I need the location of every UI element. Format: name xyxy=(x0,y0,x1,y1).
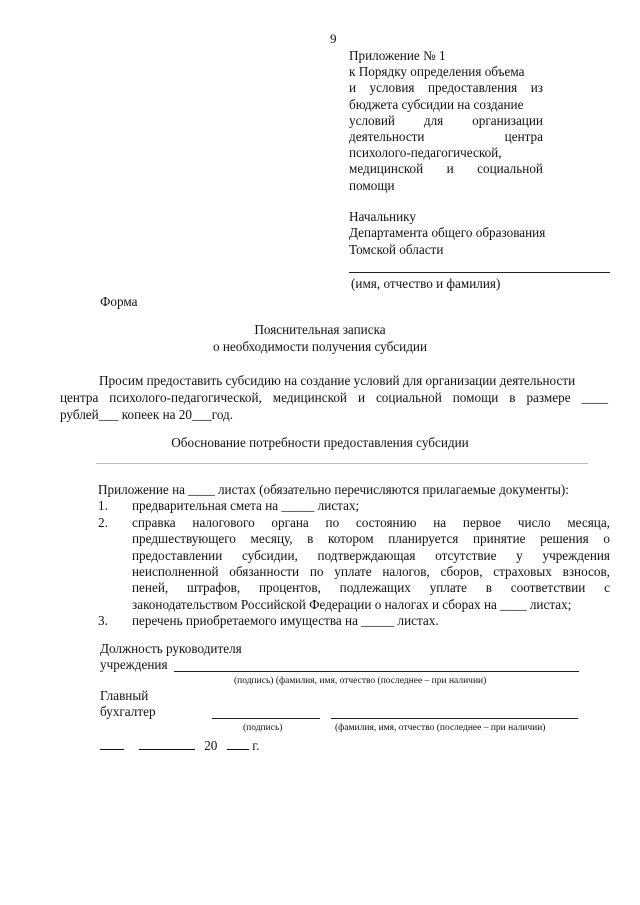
attachment-1-line-5-word-0: законодательством Российской Федерации о налогах и сборах на ____ листах; xyxy=(132,596,572,612)
attachment-1-line-0-word-3: по xyxy=(325,514,340,530)
attachment-1-line-1-word-7: о xyxy=(603,531,610,547)
request-line-2-word-1: психолого-педагогической, xyxy=(109,389,262,405)
appendix-line-7-word-1: и xyxy=(446,161,454,177)
attachment-1-line-0-word-2: органа xyxy=(271,514,309,530)
request-line-2-word-7: размере xyxy=(526,389,571,405)
appendix-line-4-word-1: для xyxy=(423,112,444,128)
attachments-section xyxy=(98,482,610,630)
appendix-line-6-word-0: психолого-педагогической, xyxy=(349,145,502,161)
attachment-intro: Приложение на ____ листах (обязательно перечисляются прилагаемые документы): xyxy=(98,482,569,497)
attachment-1-line-0-word-7: число xyxy=(517,514,551,530)
head-signature-caption: (подпись) (фамилия, имя, отчество (последнее – при наличии) xyxy=(234,676,487,686)
appendix-line-5-word-1: центра xyxy=(504,129,543,145)
request-paragraph xyxy=(60,373,608,423)
request-line-2-word-5: помощи xyxy=(452,389,499,405)
attachment-1-line-4-word-1: штрафов, xyxy=(186,580,241,596)
date-day-blank[interactable] xyxy=(100,738,124,750)
attachment-item xyxy=(98,613,610,629)
attachment-item xyxy=(98,515,610,613)
appendix-reference xyxy=(349,48,543,194)
appendix-line-0 xyxy=(349,48,543,64)
attachment-1-line-1-word-1: месяцу, xyxy=(250,531,293,547)
attachment-1-line-1-word-6: решения xyxy=(540,531,589,547)
date-line xyxy=(100,738,259,754)
accountant-signature-line[interactable] xyxy=(212,718,320,719)
attachment-1-line-3-word-7: взносов, xyxy=(562,564,610,580)
attachment-1-line-1-word-5: принятие xyxy=(472,531,526,547)
appendix-line-2-word-3: из xyxy=(530,80,543,96)
appendix-line-4-word-2: организации xyxy=(472,112,543,128)
attachment-item-line xyxy=(132,498,610,514)
appendix-line-8 xyxy=(349,178,543,194)
attachment-item-line xyxy=(132,515,610,531)
attachment-1-line-2-word-5: учреждения xyxy=(542,547,610,563)
attachment-1-line-0-word-5: на xyxy=(433,514,447,530)
appendix-line-0-word-0: Приложение № 1 xyxy=(349,48,446,63)
accountant-name-caption: (фамилия, имя, отчество (последнее – при наличии) xyxy=(335,723,546,733)
name-fill-line xyxy=(349,272,610,273)
appendix-line-3 xyxy=(349,97,543,113)
form-label: Форма xyxy=(100,294,138,309)
attachment-2-line-0-word-0: перечень приобретаемого имущества на _____ листах. xyxy=(132,613,439,629)
head-position-label-2: учреждения xyxy=(100,657,168,672)
appendix-line-7 xyxy=(349,161,543,177)
accountant-label-2: бухгалтер xyxy=(100,704,156,719)
attachment-item xyxy=(98,498,610,514)
attachment-1-line-0-word-1: налогового xyxy=(192,514,255,530)
head-signature-line[interactable] xyxy=(174,671,579,672)
appendix-line-2-word-2: предоставления xyxy=(427,80,518,96)
request-line-2-word-3: и xyxy=(357,389,365,405)
appendix-line-7-word-2: социальной xyxy=(477,161,543,177)
appendix-line-8-word-0: помощи xyxy=(349,177,395,193)
request-line-1: Просим предоставить субсидию на создание условий для организации деятельности xyxy=(99,373,576,388)
document-title-line-1: Пояснительная записка xyxy=(254,322,386,337)
date-month-blank[interactable] xyxy=(139,738,195,750)
attachment-item-line xyxy=(132,597,610,613)
date-year-blank[interactable] xyxy=(227,738,249,750)
appendix-line-7-word-0: медицинской xyxy=(349,161,424,177)
request-line-2-word-8: ____ xyxy=(581,389,608,405)
attachment-1-line-3-word-2: по xyxy=(309,564,324,580)
appendix-line-5-word-0: деятельности xyxy=(349,129,425,145)
attachment-0-line-0-word-0: предварительная смета на _____ листах; xyxy=(132,498,360,514)
page-number: 9 xyxy=(330,31,337,46)
date-century: 20 xyxy=(204,738,218,753)
appendix-line-1 xyxy=(349,64,543,80)
attachment-1-line-2-word-2: подтверждающая xyxy=(317,547,416,563)
attachment-1-line-2-word-4: у xyxy=(516,547,523,563)
attachment-1-line-2-word-3: отсутствие xyxy=(435,547,497,563)
attachment-item-line xyxy=(132,564,610,580)
accountant-signature-caption: (подпись) xyxy=(243,723,283,733)
attachment-1-line-4-word-4: уплате xyxy=(429,580,467,596)
attachment-1-line-4-word-0: пеней, xyxy=(132,580,169,596)
appendix-line-6 xyxy=(349,145,543,161)
attachment-1-line-4-word-7: с xyxy=(604,580,610,596)
attachment-1-line-3-word-1: обязанности xyxy=(229,564,300,580)
addressee-line-2: Департамента общего образования xyxy=(349,225,546,241)
appendix-line-2-word-1: условия xyxy=(369,80,415,96)
appendix-line-4 xyxy=(349,113,543,129)
addressee-block xyxy=(349,209,545,258)
attachment-1-line-1-word-2: в xyxy=(307,531,314,547)
attachment-1-line-2-word-0: предоставлении xyxy=(132,547,223,563)
attachment-1-line-3-word-5: сборов, xyxy=(440,564,483,580)
request-line-3: рублей___ копеек на 20___год. xyxy=(60,406,234,422)
attachment-1-line-3-word-4: налогов, xyxy=(382,564,430,580)
attachment-1-line-4-word-6: соответствии xyxy=(510,580,586,596)
attachment-1-line-0-word-4: состоянию xyxy=(355,514,417,530)
accountant-label-1: Главный xyxy=(100,688,149,703)
appendix-line-1-word-0: к Порядку определения объема xyxy=(349,64,525,80)
document-title-line-2: о необходимости получения субсидии xyxy=(212,339,428,354)
attachment-item-number: 1. xyxy=(98,498,108,514)
attachment-1-line-1-word-0: предшествующего xyxy=(132,531,236,547)
justification-fill-line xyxy=(96,463,588,464)
attachment-1-line-3-word-6: страховых xyxy=(493,564,552,580)
request-line-2-word-6: в xyxy=(509,389,516,405)
appendix-line-4-word-0: условий xyxy=(349,112,395,128)
head-position-label-1: Должность руководителя xyxy=(100,641,242,656)
name-caption: (имя, отчество и фамилия) xyxy=(351,276,501,291)
attachment-1-line-3-word-3: уплате xyxy=(334,564,372,580)
attachment-item-line xyxy=(132,548,610,564)
appendix-line-2 xyxy=(349,80,543,96)
attachment-item-line xyxy=(132,531,610,547)
attachment-1-line-0-word-8: месяца, xyxy=(567,514,610,530)
appendix-line-5 xyxy=(349,129,543,145)
attachment-1-line-0-word-0: справка xyxy=(132,514,176,530)
appendix-line-3-word-0: бюджета субсидии на создание xyxy=(349,96,524,112)
attachment-list xyxy=(98,498,610,629)
request-line-2 xyxy=(60,390,608,407)
request-line-2-word-4: социальной xyxy=(375,389,442,405)
attachment-1-line-1-word-4: планируется xyxy=(388,531,459,547)
attachment-1-line-4-word-5: в xyxy=(485,580,493,596)
attachment-1-line-0-word-6: первое xyxy=(462,514,502,530)
attachment-1-line-4-word-2: процентов, xyxy=(258,580,321,596)
attachment-item-number: 3. xyxy=(98,613,108,629)
request-line-2-word-0: центра xyxy=(60,389,99,405)
attachment-1-line-2-word-1: субсидии, xyxy=(241,547,298,563)
attachment-item-line xyxy=(132,613,610,629)
addressee-line-1: Начальнику xyxy=(349,209,416,224)
appendix-line-2-word-0: и xyxy=(349,80,357,96)
accountant-name-line[interactable] xyxy=(331,718,578,719)
addressee-line-3: Томской области xyxy=(349,241,444,257)
date-suffix: г. xyxy=(252,738,260,753)
attachment-1-line-3-word-0: неисполненной xyxy=(132,564,219,580)
attachment-item-number: 2. xyxy=(98,514,108,530)
attachment-1-line-4-word-3: подлежащих xyxy=(339,580,411,596)
attachment-item-line xyxy=(132,580,610,596)
attachment-1-line-1-word-3: котором xyxy=(328,531,374,547)
request-line-2-word-2: медицинской xyxy=(272,389,347,405)
justification-heading: Обоснование потребности предоставления субсидии xyxy=(171,435,469,450)
